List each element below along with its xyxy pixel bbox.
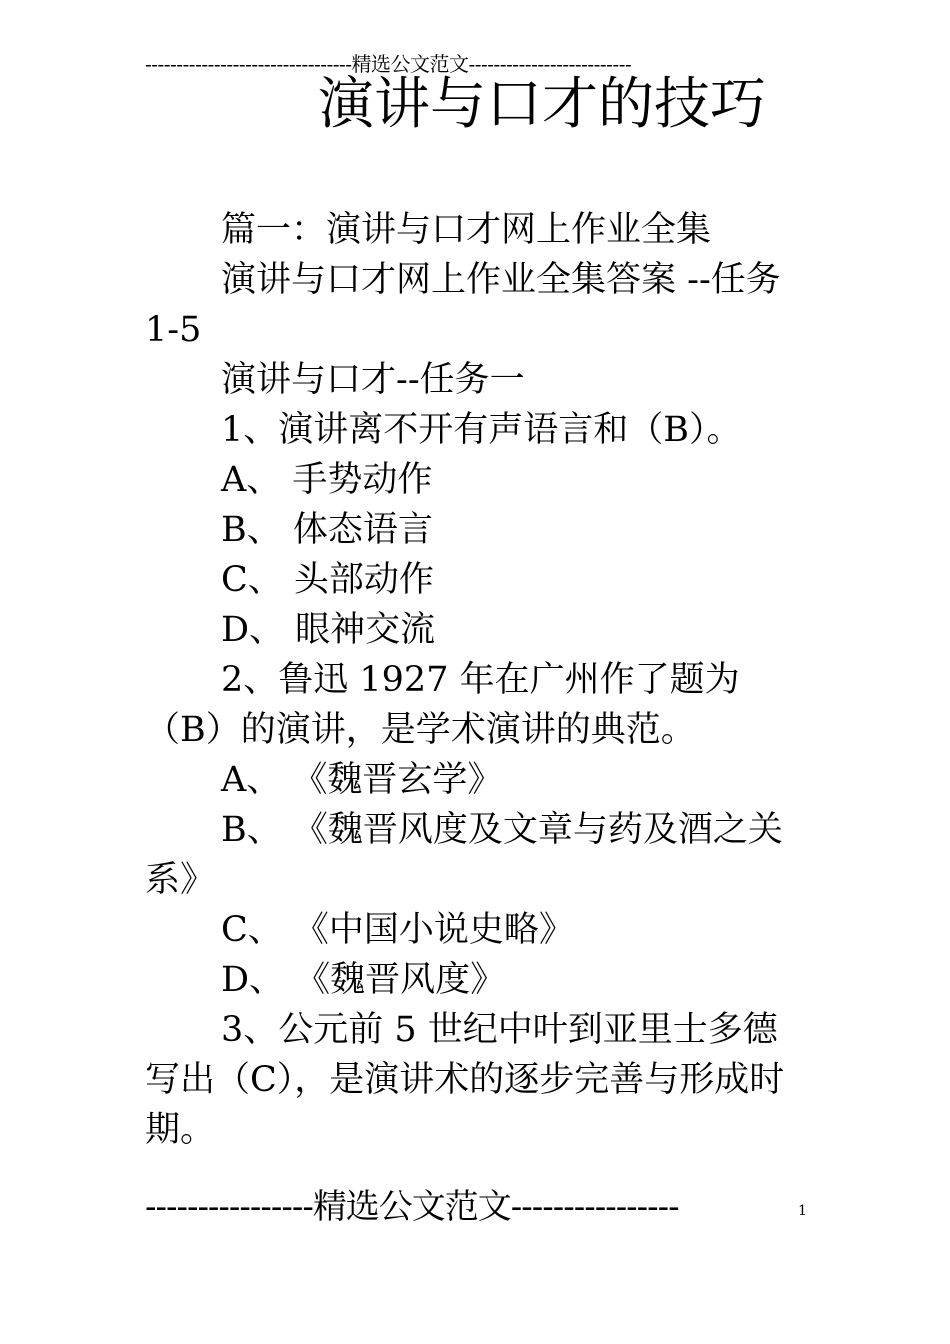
page-footer: ----------------精选公文范文---------------- — [145, 1187, 679, 1227]
question-3: 3、公元前 5 世纪中叶到亚里士多德写出（C），是演讲术的逐步完善与形成时期。 — [145, 1010, 785, 1150]
page-number: 1 — [798, 1203, 807, 1219]
document-title: 演讲与口才的技巧 — [318, 72, 766, 137]
paragraph-subtitle: 演讲与口才网上作业全集答案 --任务 1-5 — [145, 260, 781, 350]
paragraph-section-heading: 篇一：演讲与口才网上作业全集 — [221, 210, 712, 250]
question-1-option-a: A、 手势动作 — [221, 460, 433, 500]
question-1-option-c: C、 头部动作 — [221, 560, 434, 600]
question-2-option-d: D、 《魏晋风度》 — [221, 960, 506, 1000]
paragraph-task-heading: 演讲与口才--任务一 — [221, 360, 525, 400]
question-1-option-d: D、 眼神交流 — [221, 610, 436, 650]
question-1-option-b: B、 体态语言 — [221, 510, 433, 550]
question-2-option-c: C、 《中国小说史略》 — [221, 910, 574, 950]
page-header: ---------------------------------精选公文范文-------------------------- — [145, 52, 632, 76]
question-2: 2、鲁迅 1927 年在广州作了题为（B）的演讲，是学术演讲的典范。 — [145, 660, 740, 750]
question-1: 1、演讲离不开有声语言和（B）。 — [221, 410, 742, 450]
question-2-option-b: B、 《魏晋风度及文章与药及酒之关系》 — [145, 810, 783, 900]
document-body — [145, 205, 810, 1155]
question-2-option-a: A、 《魏晋玄学》 — [221, 760, 503, 800]
